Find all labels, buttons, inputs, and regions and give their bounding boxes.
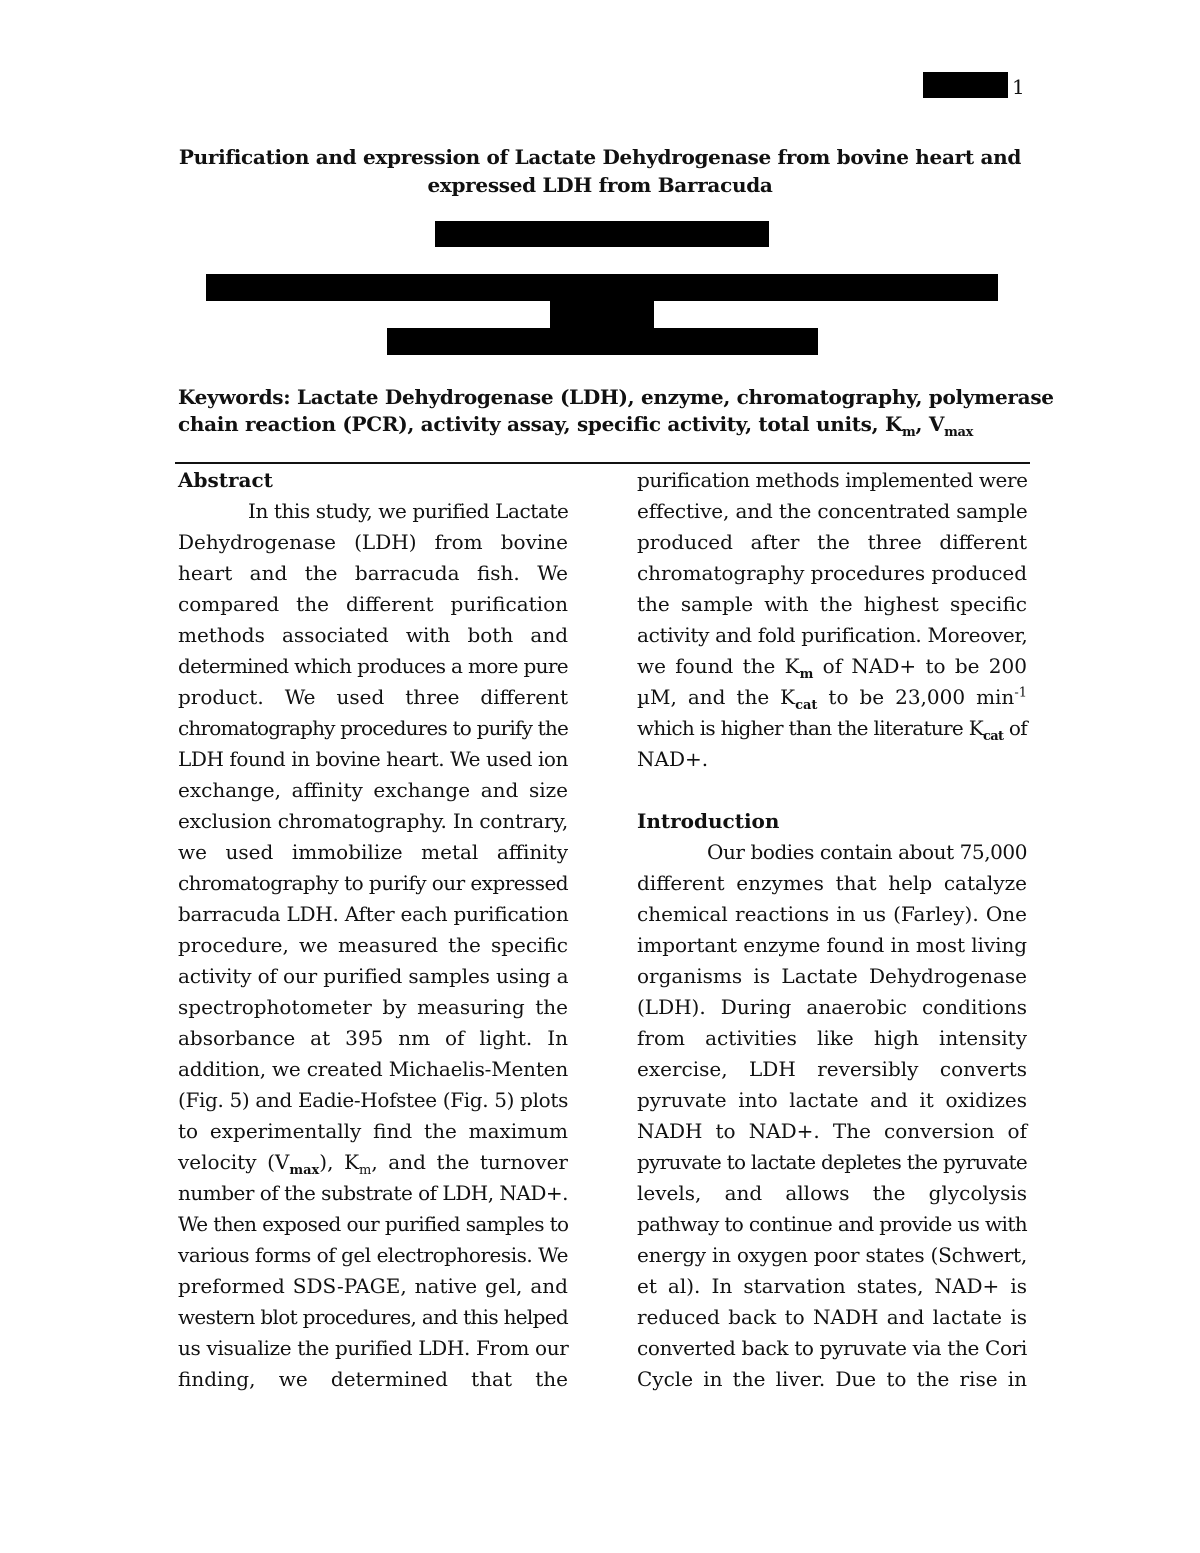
abstract-line: chromatography to purify our expressed [178, 871, 568, 895]
title-line-2: expressed LDH from Barracuda [427, 173, 773, 197]
kcat-subscript: cat [982, 729, 1004, 744]
kcat-line-pre: µM, and the K [637, 685, 796, 709]
abstract-line: activity of our purified samples using a [178, 964, 569, 988]
intro-line: (LDH). During anaerobic conditions [637, 995, 1027, 1019]
abstract-cont-line: purification methods implemented were [637, 468, 1028, 492]
km-subscript: m [902, 425, 916, 440]
paper-title [150, 143, 1050, 199]
abstract-cont-line: the sample with the highest specific [637, 592, 1027, 616]
intro-line: et al). In starvation states, NAD+ is [637, 1274, 1027, 1298]
keywords-line-1: Keywords: Lactate Dehydrogenase (LDH), enzyme, chromatography, polymerase [178, 385, 1054, 409]
introduction-heading: Introduction [637, 809, 780, 833]
vel-post: , and the turnover [371, 1150, 568, 1174]
abstract-kcat-line [637, 682, 1027, 713]
keywords-line-2-text: chain reaction (PCR), activity assay, specific activity, total units, K [178, 412, 903, 436]
intro-line: organisms is Lactate Dehydrogenase [637, 964, 1027, 988]
abstract-line: we used immobilize metal affinity [178, 840, 568, 864]
vel-mid: ), K [319, 1150, 360, 1174]
intro-line: from activities like high intensity [637, 1026, 1027, 1050]
abstract-line: absorbance at 395 nm of light. In [178, 1026, 568, 1050]
abstract-line: exchange, affinity exchange and size [178, 778, 568, 802]
keywords-line-2 [178, 411, 1028, 438]
vel-pre: velocity (V [178, 1150, 290, 1174]
km-subscript: m [359, 1163, 372, 1178]
abstract-line: exclusion chromatography. In contrary, [178, 809, 568, 833]
redacted-author [435, 221, 769, 247]
title-line-1: Purification and expression of Lactate Dehydrogenase from bovine heart and [178, 145, 1022, 169]
intro-line: Our bodies contain about 75,000 [707, 840, 1028, 864]
intro-line: converted back to pyruvate via the Cori [637, 1336, 1027, 1360]
page-number: 1 [1012, 75, 1025, 99]
abstract-line: procedure, we measured the specific [178, 933, 568, 957]
abstract-cont-line: effective, and the concentrated sample [637, 499, 1028, 523]
intro-line: NADH to NAD+. The conversion of [637, 1119, 1027, 1143]
right-column [637, 465, 1027, 1395]
abstract-line: We then exposed our purified samples to [178, 1212, 569, 1236]
vmax-subscript: max [289, 1163, 320, 1178]
km-line-post: of NAD+ to be 200 [813, 654, 1027, 678]
abstract-line: product. We used three different [178, 685, 568, 709]
keywords [178, 384, 1054, 440]
intro-line: levels, and allows the glycolysis [637, 1181, 1027, 1205]
abstract-line: spectrophotometer by measuring the [178, 995, 568, 1019]
abstract-cont-line: activity and fold purification. Moreover, [637, 623, 1028, 647]
abstract-line: us visualize the purified LDH. From our [178, 1336, 569, 1360]
abstract-km-line [637, 651, 1027, 682]
abstract-line: chromatography procedures to purify the [178, 716, 568, 740]
intro-line: pyruvate into lactate and it oxidizes [637, 1088, 1027, 1112]
abstract-lit-line [637, 713, 1027, 744]
intro-line: pyruvate to lactate depletes the pyruvate [637, 1150, 1028, 1174]
min-superscript: -1 [1014, 685, 1027, 701]
intro-line: reduced back to NADH and lactate is [637, 1305, 1027, 1329]
intro-line: pathway to continue and provide us with [637, 1212, 1027, 1236]
abstract-cont-line: produced after the three different [637, 530, 1027, 554]
abstract-line: various forms of gel electrophoresis. We [178, 1243, 568, 1267]
lit-line-pre: which is higher than the literature K [637, 716, 983, 740]
abstract-line: (Fig. 5) and Eadie-Hofstee (Fig. 5) plots [178, 1088, 568, 1112]
intro-line: different enzymes that help catalyze [637, 871, 1027, 895]
intro-line: exercise, LDH reversibly converts [637, 1057, 1027, 1081]
abstract-line: preformed SDS-PAGE, native gel, and [178, 1274, 568, 1298]
redacted-header-name [923, 72, 1008, 98]
abstract-line: compared the different purification [178, 592, 568, 616]
redacted-affiliation-3 [387, 328, 818, 355]
intro-line: Cycle in the liver. Due to the rise in [637, 1367, 1027, 1391]
redacted-affiliation-2 [550, 301, 654, 328]
keywords-line-2-mid: , V [915, 412, 945, 436]
abstract-line: to experimentally find the maximum [178, 1119, 568, 1143]
lit-line-post: of [1003, 716, 1027, 740]
blank-line [637, 775, 1027, 806]
abstract-line: determined which produces a more pure [178, 654, 568, 678]
abstract-cont-line: chromatography procedures produced [637, 561, 1027, 585]
abstract-line: western blot procedures, and this helped [178, 1305, 568, 1329]
left-column [178, 465, 568, 1395]
vmax-subscript: max [944, 425, 974, 440]
abstract-line: barracuda LDH. After each purification [178, 902, 569, 926]
abstract-line: heart and the barracuda fish. We [178, 561, 568, 585]
section-divider [175, 462, 1030, 464]
intro-line: energy in oxygen poor states (Schwert, [637, 1243, 1027, 1267]
kcat-line-mid: to be 23,000 min [817, 685, 1015, 709]
km-subscript: m [799, 667, 814, 682]
abstract-line: LDH found in bovine heart. We used ion [178, 747, 568, 771]
redacted-affiliation-1 [206, 274, 998, 301]
abstract-line: methods associated with both and [178, 623, 568, 647]
abstract-line: Dehydrogenase (LDH) from bovine [178, 530, 568, 554]
abstract-line: number of the substrate of LDH, NAD+. [178, 1181, 568, 1205]
kcat-subscript: cat [795, 698, 818, 713]
abstract-line: In this study, we purified Lactate [248, 499, 569, 523]
abstract-line-velocity [178, 1147, 568, 1178]
intro-line: important enzyme found in most living [637, 933, 1027, 957]
km-line-pre: we found the K [637, 654, 800, 678]
abstract-line: finding, we determined that the [178, 1367, 568, 1391]
abstract-heading: Abstract [178, 468, 273, 492]
abstract-end-line: NAD+. [637, 747, 709, 771]
intro-line: chemical reactions in us (Farley). One [637, 902, 1027, 926]
abstract-line: addition, we created Michaelis-Menten [178, 1057, 569, 1081]
